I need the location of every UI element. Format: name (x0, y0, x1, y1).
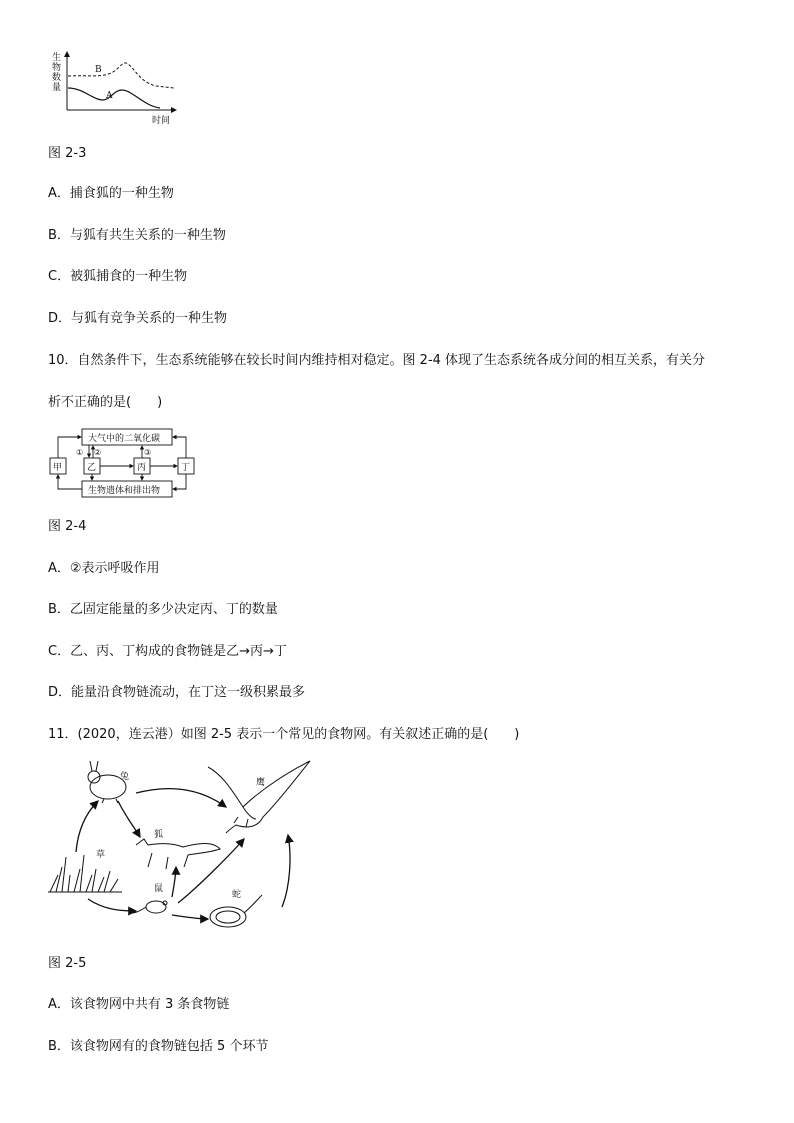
fox-label: 狐 (154, 830, 164, 840)
q10-option-a: A．②表示呼吸作用 (48, 561, 160, 576)
arrow-rabbit-to-fox (118, 801, 140, 837)
snake-label: 蛇 (232, 890, 242, 900)
mouse-label: 鼠 (154, 884, 164, 894)
mark-2: ② (94, 448, 102, 457)
q9-option-a: A．捕食狐的一种生物 (48, 186, 174, 201)
rabbit-label: 兔 (120, 772, 130, 782)
x-axis-label: 时间 (152, 116, 171, 126)
arrow-grass-to-mouse (88, 899, 136, 911)
eagle-icon (208, 761, 310, 833)
co2-label: 大气中的二氧化碳 (88, 434, 161, 444)
q10-option-d: D．能量沿食物链流动，在丁这一级积累最多 (48, 685, 306, 700)
arrow-mouse-to-fox (172, 867, 176, 897)
rabbit-icon (88, 761, 126, 803)
q10-stem-line-1: 10．自然条件下，生态系统能够在较长时间内维持相对稳定。图 2-4 体现了生态系统各成分间的相互关系，有关分 (48, 353, 706, 368)
q11-stem: 11．(2020，连云港）如图 2-5 表示一个常见的食物网。有关叙述正确的是( ) (48, 727, 520, 742)
y-label-char: 物 (52, 63, 62, 73)
q11-option-a: A．该食物网中共有 3 条食物链 (48, 997, 230, 1012)
q9-option-b: B．与狐有共生关系的一种生物 (48, 228, 226, 243)
y-label-char: 数 (52, 73, 62, 83)
yi-label: 乙 (87, 463, 97, 473)
caption-2-3: 图 2-3 (48, 146, 87, 161)
mark-3: ③ (144, 448, 152, 457)
curve-b-label: B (95, 65, 102, 75)
q10-option-b: B．乙固定能量的多少决定丙、丁的数量 (48, 602, 278, 617)
y-axis-label (52, 51, 61, 93)
bing-label: 丙 (137, 463, 147, 473)
arrow-remains-to-jia (58, 475, 82, 489)
q10-option-c: C．乙、丙、丁构成的食物链是乙→丙→丁 (48, 644, 287, 659)
ding-label: 丁 (181, 463, 191, 473)
mark-1: ① (76, 448, 84, 457)
figure-2-4 (48, 427, 208, 499)
arrow-grass-to-rabbit (76, 801, 98, 852)
curve-a-label: A (106, 91, 113, 101)
eagle-label: 鹰 (256, 778, 266, 788)
figure-2-3 (48, 50, 183, 130)
y-label-char: 生 (52, 53, 62, 63)
arrow-rabbit-to-eagle (136, 789, 226, 807)
arrow-snake-to-eagle (282, 835, 290, 907)
mouse-icon (132, 901, 167, 913)
y-label-char: 量 (52, 83, 62, 93)
arrow-mouse-to-snake (172, 915, 208, 919)
remains-label: 生物遗体和排出物 (88, 486, 161, 496)
q9-option-d: D．与狐有竞争关系的一种生物 (48, 311, 228, 326)
grass-label: 草 (96, 850, 106, 860)
caption-2-5: 图 2-5 (48, 956, 87, 971)
grass-icon (48, 855, 122, 892)
arrow-ding-to-remains (173, 474, 186, 489)
figure-2-5 (48, 757, 323, 937)
curve-b (68, 63, 174, 88)
caption-2-4: 图 2-4 (48, 519, 87, 534)
q9-option-c: C．被狐捕食的一种生物 (48, 269, 188, 284)
q10-stem-line-2: 析不正确的是( ) (48, 395, 163, 410)
curve-a (68, 88, 160, 108)
q11-option-b: B．该食物网有的食物链包括 5 个环节 (48, 1039, 269, 1054)
arrow-ding-to-co2 (173, 437, 186, 458)
jia-label: 甲 (53, 463, 63, 473)
fox-icon (136, 839, 220, 869)
